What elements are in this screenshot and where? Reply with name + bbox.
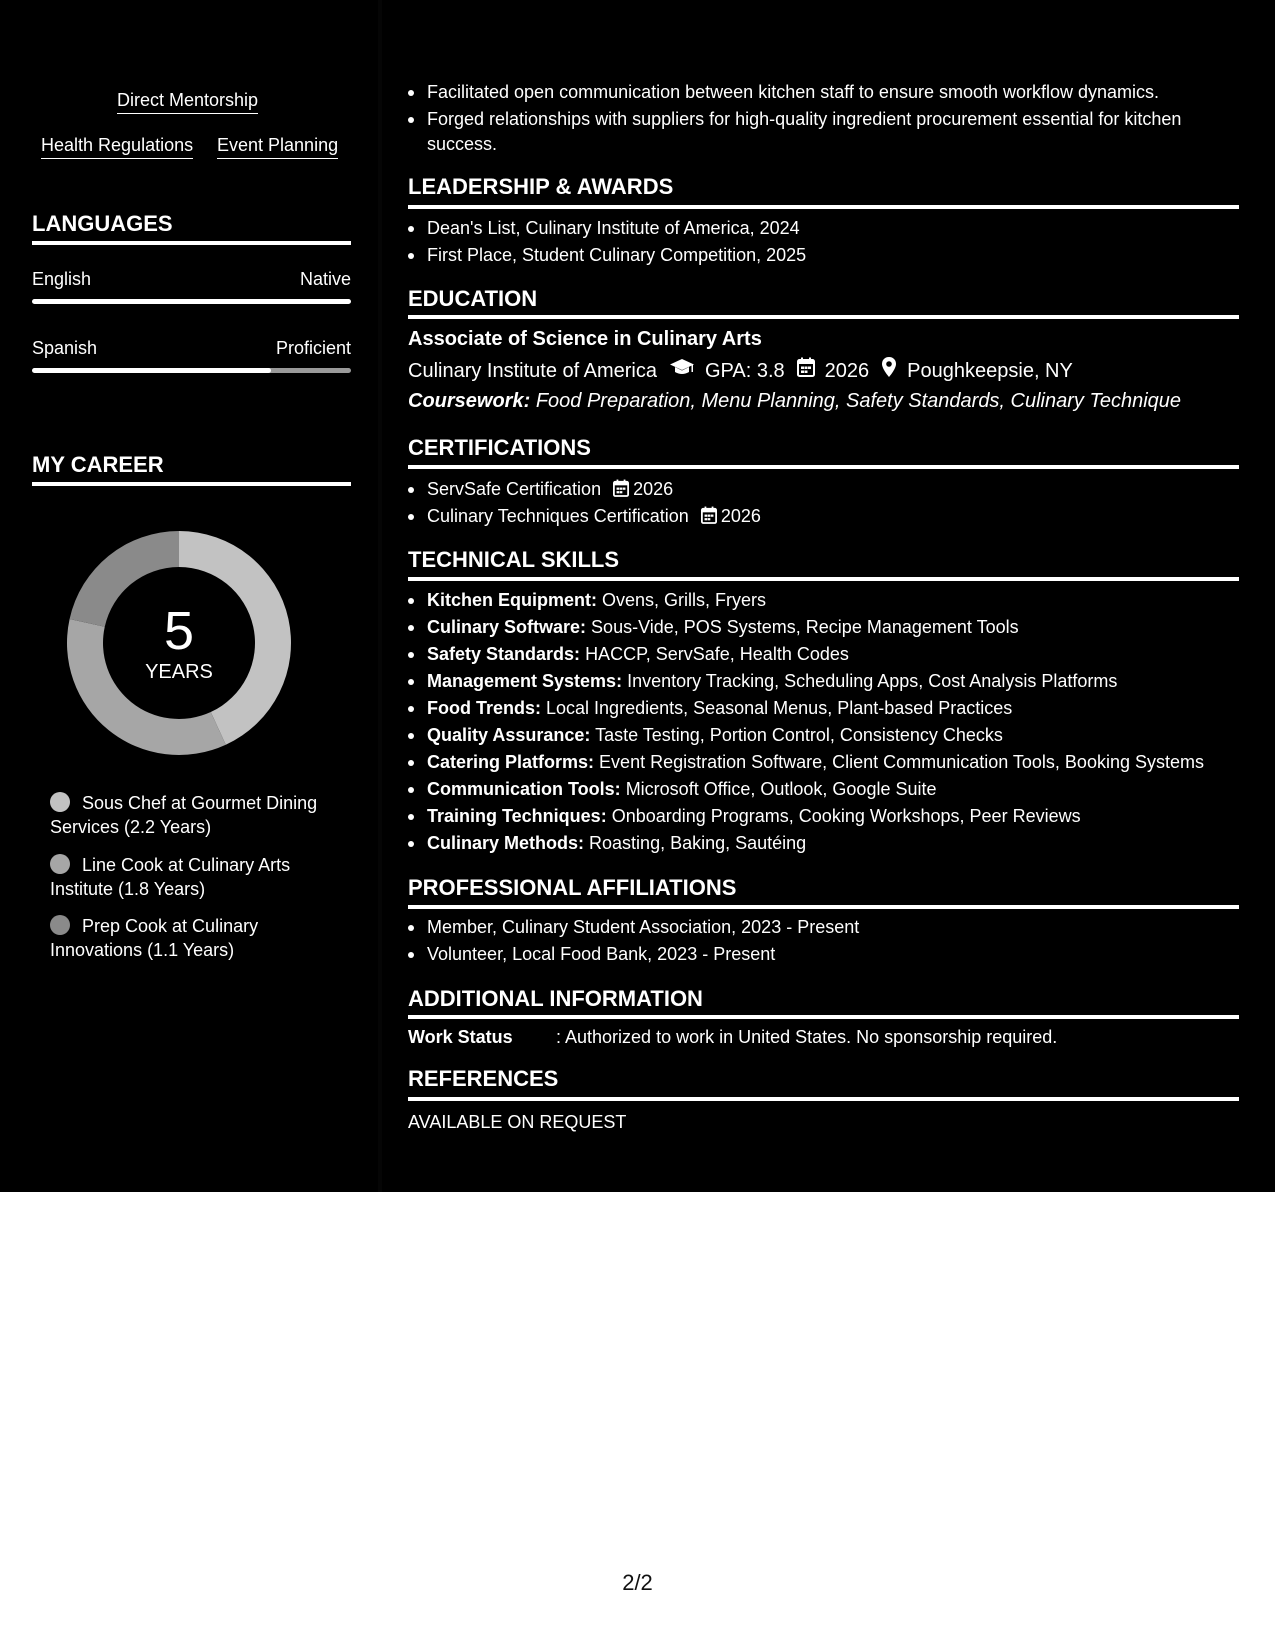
skill-tag: Event Planning: [217, 133, 338, 159]
languages-heading: LANGUAGES: [32, 211, 173, 236]
section-rule: [408, 1097, 1239, 1101]
language-bar: [32, 368, 351, 373]
technical-item: [408, 588, 1239, 613]
certification-year: 2026: [720, 506, 761, 526]
donut-center: [66, 530, 292, 756]
technical-item: [408, 831, 1239, 856]
calendar-icon: [797, 357, 815, 384]
leadership-item: Dean's List, Culinary Institute of America, 2024: [408, 216, 1239, 241]
technical-value: Sous-Vide, POS Systems, Recipe Management Tools: [591, 617, 1019, 637]
technical-label: Safety Standards:: [427, 644, 581, 664]
career-total-years: 5: [163, 601, 195, 661]
technical-value: Roasting, Baking, Sautéing: [589, 833, 807, 853]
technical-item: [408, 696, 1239, 721]
certification-item: [408, 477, 1239, 504]
language-level: Proficient: [275, 338, 351, 358]
career-dot-icon: [50, 915, 70, 935]
references-text: AVAILABLE ON REQUEST: [408, 1112, 627, 1132]
section-rule: [408, 1015, 1239, 1019]
certification-item: [408, 504, 1239, 531]
technical-label: Culinary Software:: [427, 617, 587, 637]
education-coursework: [408, 388, 1181, 414]
work-status-value: : Authorized to work in United States. No sponsorship required.: [556, 1027, 1058, 1047]
technical-value: HACCP, ServSafe, Health Codes: [585, 644, 849, 664]
certification-name: ServSafe Certification: [427, 479, 602, 499]
career-donut-chart: [66, 530, 292, 756]
technical-label: Kitchen Equipment:: [427, 590, 597, 610]
references-heading: REFERENCES: [408, 1066, 559, 1091]
section-rule: [408, 205, 1239, 209]
technical-item: [408, 642, 1239, 667]
affiliations-heading: PROFESSIONAL AFFILIATIONS: [408, 875, 737, 900]
technical-value: Inventory Tracking, Scheduling Apps, Cost Analysis Platforms: [627, 671, 1118, 691]
career-unit-label: YEARS: [145, 661, 213, 683]
technical-label: Management Systems:: [427, 671, 623, 691]
leadership-item: First Place, Student Culinary Competition, 2025: [408, 243, 1239, 268]
career-item: [50, 791, 340, 839]
technical-value: Microsoft Office, Outlook, Google Suite: [625, 779, 937, 799]
location-pin-icon: [881, 356, 897, 385]
career-item: [50, 914, 340, 962]
leadership-heading: LEADERSHIP & AWARDS: [408, 174, 674, 199]
skill-tag: Direct Mentorship: [117, 88, 258, 114]
coursework-label: Coursework:: [408, 390, 531, 412]
technical-label: Training Techniques:: [427, 806, 607, 826]
technical-item: [408, 669, 1239, 694]
language-bar: [32, 299, 351, 304]
language-level: Native: [299, 269, 351, 289]
technical-item: [408, 804, 1239, 829]
career-dot-icon: [50, 854, 70, 874]
career-item-text: Sous Chef at Gourmet Dining Services (2.2 Years): [50, 793, 318, 837]
calendar-icon: [701, 506, 717, 531]
technical-item: [408, 750, 1239, 775]
page-number: 2/2: [622, 1570, 653, 1595]
technical-heading: TECHNICAL SKILLS: [408, 547, 620, 572]
section-rule: [408, 315, 1239, 319]
language-row: [32, 267, 351, 291]
career-dot-icon: [50, 792, 70, 812]
technical-label: Culinary Methods:: [427, 833, 585, 853]
certifications-heading: CERTIFICATIONS: [408, 435, 591, 460]
experience-bullet: Facilitated open communication between kitchen staff to ensure smooth workflow dynamics.: [408, 80, 1239, 105]
additional-heading: ADDITIONAL INFORMATION: [408, 986, 703, 1011]
education-meta: [408, 356, 1073, 385]
work-status-label: Work Status: [408, 1027, 513, 1047]
certification-name: Culinary Techniques Certification: [427, 506, 689, 526]
experience-bullet: Forged relationships with suppliers for high-quality ingredient procurement essential for kitchen success.: [408, 107, 1239, 157]
section-rule: [32, 241, 351, 245]
technical-label: Food Trends:: [427, 698, 541, 718]
education-year: 2026: [824, 359, 870, 382]
education-heading: EDUCATION: [408, 286, 538, 311]
section-rule: [32, 482, 351, 486]
affiliation-item: Member, Culinary Student Association, 2023 - Present: [408, 915, 1239, 940]
technical-label: Catering Platforms:: [427, 752, 595, 772]
column-divider: [378, 0, 382, 1192]
technical-value: Onboarding Programs, Cooking Workshops, Peer Reviews: [611, 806, 1081, 826]
language-bar-fill: [32, 368, 271, 373]
education-location: Poughkeepsie, NY: [907, 359, 1073, 382]
education-school: Culinary Institute of America: [408, 359, 657, 382]
language-name: English: [32, 269, 92, 289]
technical-item: [408, 723, 1239, 748]
technical-value: Ovens, Grills, Fryers: [602, 590, 767, 610]
calendar-icon: [613, 479, 629, 504]
career-item-text: Line Cook at Culinary Arts Institute (1.8 Years): [50, 855, 291, 899]
section-rule: [408, 577, 1239, 581]
language-name: Spanish: [32, 338, 98, 358]
technical-label: Communication Tools:: [427, 779, 621, 799]
affiliation-item: Volunteer, Local Food Bank, 2023 - Present: [408, 942, 1239, 967]
coursework-value: Food Preparation, Menu Planning, Safety Standards, Culinary Technique: [535, 390, 1182, 412]
education-degree: Associate of Science in Culinary Arts: [408, 328, 762, 350]
section-rule: [408, 905, 1239, 909]
technical-label: Quality Assurance:: [427, 725, 591, 745]
technical-item: [408, 615, 1239, 640]
technical-item: [408, 777, 1239, 802]
section-rule: [408, 465, 1239, 469]
technical-value: Taste Testing, Portion Control, Consistency Checks: [595, 725, 1003, 745]
education-gpa: GPA: 3.8: [705, 359, 785, 382]
language-bar-fill: [32, 299, 351, 304]
career-item-text: Prep Cook at Culinary Innovations (1.1 Years): [50, 916, 259, 960]
career-heading: MY CAREER: [32, 452, 164, 477]
technical-value: Event Registration Software, Client Communication Tools, Booking Systems: [599, 752, 1204, 772]
language-row: [32, 336, 351, 360]
career-item: [50, 853, 340, 901]
technical-value: Local Ingredients, Seasonal Menus, Plant-based Practices: [546, 698, 1013, 718]
skill-tag: Health Regulations: [41, 133, 193, 159]
certification-year: 2026: [633, 479, 674, 499]
graduation-cap-icon: [669, 357, 695, 384]
